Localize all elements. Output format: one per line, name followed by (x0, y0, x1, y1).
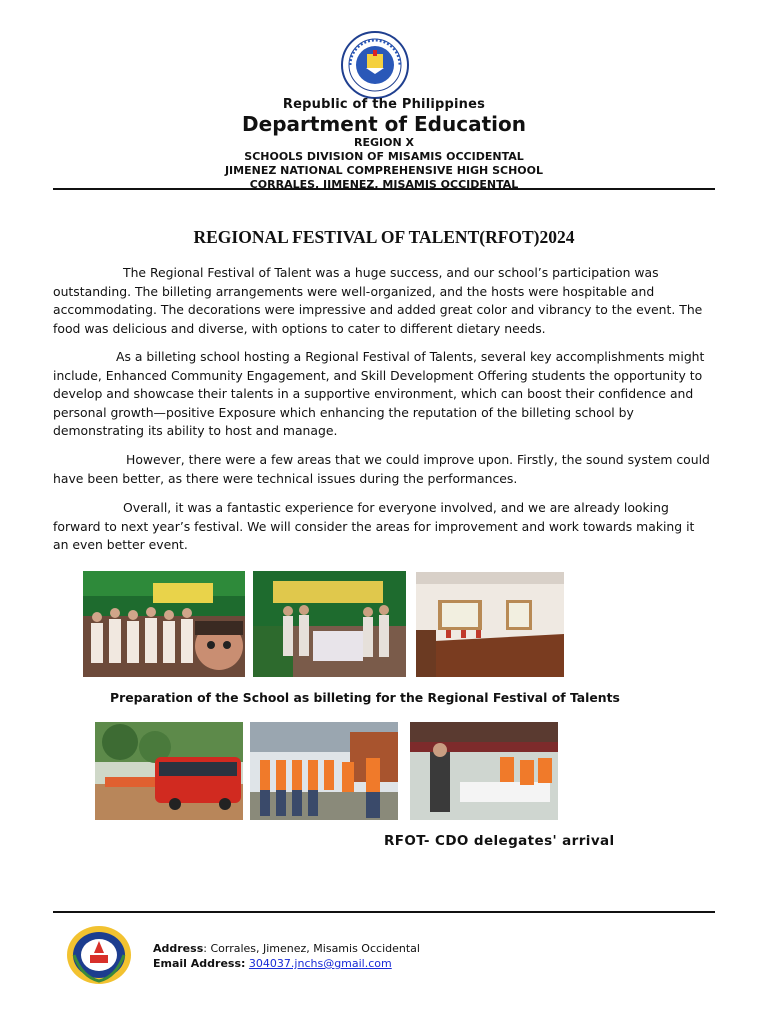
paragraph-1: The Regional Festival of Talent was a huge success, and our school’s participation was outstanding. The billeting arrangements were well-organized, and the hosts were hospitable and accommodating. The decorations were impressive and added great color and vibrancy to the event. The food was delicious and diverse, with options to cater to different dietary needs. (53, 265, 703, 336)
photo-delegates-lineup (250, 722, 398, 820)
photo-registration-table (410, 722, 558, 820)
photo-stage-group-2 (253, 571, 406, 677)
deped-seal-icon (340, 30, 410, 100)
address-value: : Corrales, Jimenez, Misamis Occidental (203, 942, 420, 955)
department-heading: Department of Education (242, 112, 526, 136)
school-logo-icon (66, 925, 132, 985)
location-line: CORRALES, JIMENEZ, MISAMIS OCCIDENTAL (249, 178, 519, 191)
footer-contact (153, 941, 420, 971)
address-label: Address (153, 942, 204, 955)
caption-arrival: RFOT- CDO delegates' arrival (384, 833, 615, 849)
address-line (153, 941, 420, 956)
email-link[interactable]: 304037.jnchs@gmail.com (248, 957, 392, 970)
email-label: Email Address: (153, 957, 246, 970)
photo-hall-interior (416, 572, 564, 677)
email-line (153, 956, 420, 971)
region-line: REGION X (354, 136, 414, 149)
caption-preparation: Preparation of the School as billeting for the Regional Festival of Talents (110, 690, 620, 705)
republic-heading: Republic of the Philippines (282, 97, 486, 112)
paragraph-2: As a billeting school hosting a Regional Festival of Talents, several key accomplishments might include, Enhanced Community Engagement, and Skill Development Offering students the opportunity to develop and showcase their talents in a supportive environment, which can boost their confidence and personal growth—positive Exposure which enhancing the reputation of the billeting school by demonstrating its ability to host and manage. (53, 349, 705, 438)
footer-divider (53, 911, 715, 913)
school-line: JIMENEZ NATIONAL COMPREHENSIVE HIGH SCHOOL (224, 164, 544, 177)
division-line: SCHOOLS DIVISION OF MISAMIS OCCIDENTAL (244, 150, 524, 163)
header-address-block (0, 136, 768, 192)
paragraph-4: Overall, it was a fantastic experience for everyone involved, and we are already looking forward to next year’s festival. We will consider the areas for improvement and work towards making it an even better event. (53, 500, 695, 552)
photo-stage-group (83, 571, 245, 677)
document-title: REGIONAL FESTIVAL OF TALENT(RFOT)2024 (193, 227, 575, 247)
photo-bus-arrival (95, 722, 243, 820)
header-divider (53, 188, 715, 190)
paragraph-3: However, there were a few areas that we could improve upon. Firstly, the sound system could have been better, as there were technical issues during the performances. (53, 452, 710, 486)
